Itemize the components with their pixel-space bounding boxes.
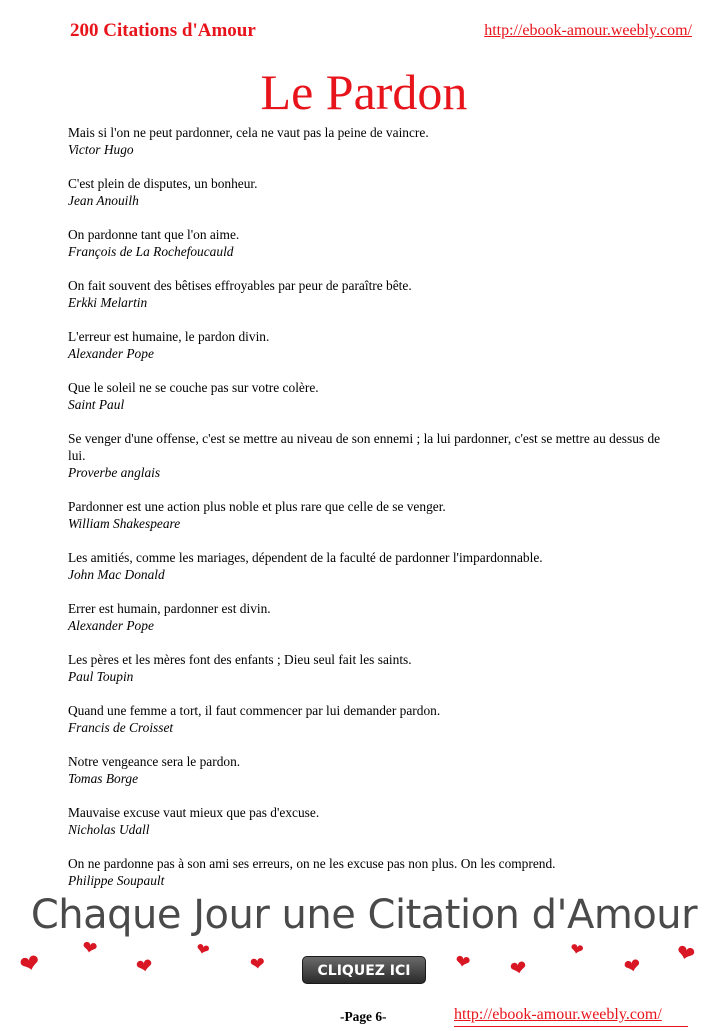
footer-url-link[interactable]: http://ebook-amour.weebly.com/ — [454, 1006, 662, 1023]
quote-author: Erkki Melartin — [68, 295, 148, 310]
quote-item — [68, 175, 668, 209]
page-number: -Page 6- — [340, 1009, 387, 1024]
heart-icon: ❤ — [80, 936, 99, 961]
heart-icon: ❤ — [673, 940, 698, 969]
quote-text: Se venger d'une offense, c'est se mettre au niveau de son ennemi ; la lui pardonner, c'est se mettre au dessus de lui. — [68, 431, 661, 463]
quote-author: John Mac Donald — [68, 567, 165, 582]
quote-text: On ne pardonne pas à son ami ses erreurs, on ne les excuse pas non plus. On les comprend. — [68, 856, 556, 871]
header-title: 200 Citations d'Amour — [70, 20, 256, 41]
heart-icon: ❤ — [16, 947, 44, 981]
quote-item — [68, 226, 668, 260]
quote-text: Quand une femme a tort, il faut commencer par lui demander pardon. — [68, 703, 441, 718]
quote-item — [68, 124, 668, 158]
quote-text: Les amitiés, comme les mariages, dépendent de la faculté de pardonner l'impardonnable. — [68, 550, 543, 565]
heart-icon: ❤ — [508, 954, 529, 982]
heart-icon: ❤ — [193, 938, 212, 961]
quote-item — [68, 379, 668, 413]
quote-author: Nicholas Udall — [68, 822, 150, 837]
quote-author: Francis de Croisset — [68, 720, 174, 735]
quote-author: Alexander Pope — [68, 618, 154, 633]
quote-item — [68, 549, 668, 583]
quote-item — [68, 855, 668, 889]
quote-item — [68, 498, 668, 532]
heart-icon: ❤ — [249, 953, 266, 976]
quote-text: Les pères et les mères font des enfants ; Dieu seul fait les saints. — [68, 652, 412, 667]
quote-text: C'est plein de disputes, un bonheur. — [68, 176, 258, 191]
quote-text: Mais si l'on ne peut pardonner, cela ne vaut pas la peine de vaincre. — [68, 125, 429, 140]
quote-text: Notre vengeance sera le pardon. — [68, 754, 241, 769]
quote-author: François de La Rochefoucauld — [68, 244, 234, 259]
cliquez-ici-button[interactable]: CLIQUEZ ICI — [302, 956, 426, 984]
quote-author: Philippe Soupault — [68, 873, 165, 888]
quote-list — [68, 124, 668, 906]
quote-author: Victor Hugo — [68, 142, 134, 157]
quote-author: Alexander Pope — [68, 346, 154, 361]
quote-item — [68, 600, 668, 634]
quote-item — [68, 702, 668, 736]
quote-item — [68, 804, 668, 838]
heart-icon: ❤ — [134, 952, 155, 980]
quote-author: Jean Anouilh — [68, 193, 139, 208]
quote-text: Pardonner est une action plus noble et plus rare que celle de se venger. — [68, 499, 446, 514]
quote-text: L'erreur est humaine, le pardon divin. — [68, 329, 270, 344]
quote-item — [68, 430, 668, 481]
citation-banner[interactable] — [0, 892, 728, 992]
banner-headline: Chaque Jour une Citation d'Amour — [30, 892, 698, 938]
quote-item — [68, 277, 668, 311]
quote-text: On pardonne tant que l'on aime. — [68, 227, 240, 242]
header-url-link[interactable]: http://ebook-amour.weebly.com/ — [484, 22, 692, 39]
heart-icon: ❤ — [621, 952, 644, 980]
footer-underline — [454, 1026, 688, 1027]
quote-author: Paul Toupin — [68, 669, 134, 684]
heart-icon: ❤ — [453, 950, 472, 975]
quote-author: Tomas Borge — [68, 771, 139, 786]
quote-author: William Shakespeare — [68, 516, 181, 531]
quote-text: Mauvaise excuse vaut mieux que pas d'excuse. — [68, 805, 320, 820]
quote-author: Saint Paul — [68, 397, 125, 412]
quote-text: Errer est humain, pardonner est divin. — [68, 601, 271, 616]
quote-text: On fait souvent des bêtises effroyables par peur de paraître bête. — [68, 278, 412, 293]
quote-item — [68, 651, 668, 685]
quote-author: Proverbe anglais — [68, 465, 161, 480]
page-title: Le Pardon — [260, 64, 468, 120]
heart-icon: ❤ — [568, 938, 586, 961]
quote-item — [68, 753, 668, 787]
quote-item — [68, 328, 668, 362]
quote-text: Que le soleil ne se couche pas sur votre colère. — [68, 380, 319, 395]
